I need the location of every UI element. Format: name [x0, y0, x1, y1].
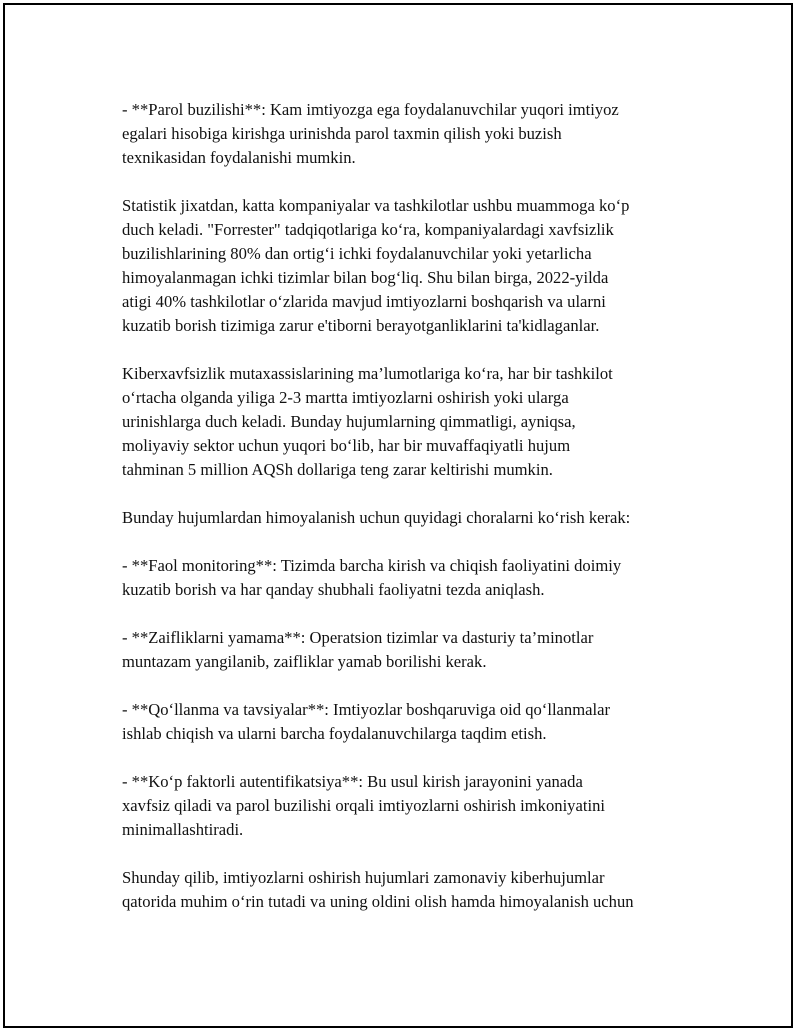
- text-line: atigi 40% tashkilotlar o‘zlarida mavjud imtiyozlarni boshqarish va ularni: [122, 292, 606, 311]
- text-line: tahminan 5 million AQSh dollariga teng zarar keltirishi mumkin.: [122, 460, 553, 479]
- text-line: Bunday hujumlardan himoyalanish uchun quyidagi choralarni ko‘rish kerak:: [122, 508, 631, 527]
- text-line: muntazam yangilanib, zaifliklar yamab borilishi kerak.: [122, 652, 487, 671]
- text-line: - **Ko‘p faktorli autentifikatsiya**: Bu usul kirish jarayonini yanada: [122, 772, 583, 791]
- text-line: kuzatib borish va har qanday shubhali faoliyatni tezda aniqlash.: [122, 580, 545, 599]
- text-line: egalari hisobiga kirishga urinishda parol taxmin qilish yoki buzish: [122, 124, 562, 143]
- text-line: - **Parol buzilishi**: Kam imtiyozga ega foydalanuvchilar yuqori imtiyoz: [122, 100, 619, 119]
- text-line: xavfsiz qiladi va parol buzilishi orqali imtiyozlarni oshirish imkoniyatini: [122, 796, 605, 815]
- text-line: - **Zaifliklarni yamama**: Operatsion tizimlar va dasturiy ta’minotlar: [122, 628, 594, 647]
- text-line: Statistik jixatdan, katta kompaniyalar va tashkilotlar ushbu muammoga ko‘p: [122, 196, 630, 215]
- paragraph-choralar: [122, 506, 722, 530]
- text-line: himoyalanmagan ichki tizimlar bilan bog‘liq. Shu bilan birga, 2022-yilda: [122, 268, 609, 287]
- text-line: - **Faol monitoring**: Tizimda barcha kirish va chiqish faoliyatini doimiy: [122, 556, 622, 575]
- text-line: urinishlarga duch keladi. Bunday hujumlarning qimmatligi, ayniqsa,: [122, 412, 576, 431]
- paragraph-kop-faktorli: [122, 770, 722, 842]
- text-line: kuzatib borish tizimiga zarur e'tiborni berayotganliklarini ta'kidlaganlar.: [122, 316, 600, 335]
- paragraph-statistik: [122, 194, 722, 338]
- page-frame: [3, 3, 793, 1028]
- text-line: o‘rtacha olganda yiliga 2-3 martta imtiyozlarni oshirish yoki ularga: [122, 388, 569, 407]
- paragraph-shunday-qilib: [122, 866, 722, 914]
- paragraph-qollanma: [122, 698, 722, 746]
- text-line: ishlab chiqish va ularni barcha foydalanuvchilarga taqdim etish.: [122, 724, 547, 743]
- text-line: qatorida muhim o‘rin tutadi va uning oldini olish hamda himoyalanish uchun: [122, 892, 634, 911]
- text-line: duch keladi. "Forrester" tadqiqotlariga ko‘ra, kompaniyalardagi xavfsizlik: [122, 220, 614, 239]
- paragraph-zaifliklarni-yamama: [122, 626, 722, 674]
- paragraph-parol-buzilishi: [122, 98, 722, 170]
- text-line: - **Qo‘llanma va tavsiyalar**: Imtiyozlar boshqaruviga oid qo‘llanmalar: [122, 700, 610, 719]
- paragraph-faol-monitoring: [122, 554, 722, 602]
- paragraph-kiberxavfsizlik: [122, 362, 722, 482]
- text-line: Kiberxavfsizlik mutaxassislarining ma’lumotlariga ko‘ra, har bir tashkilot: [122, 364, 613, 383]
- text-line: minimallashtiradi.: [122, 820, 244, 839]
- text-line: moliyaviy sektor uchun yuqori bo‘lib, har bir muvaffaqiyatli hujum: [122, 436, 571, 455]
- text-line: Shunday qilib, imtiyozlarni oshirish hujumlari zamonaviy kiberhujumlar: [122, 868, 605, 887]
- document-body: [122, 98, 722, 938]
- text-line: buzilishlarining 80% dan ortig‘i ichki foydalanuvchilar yoki yetarlicha: [122, 244, 592, 263]
- text-line: texnikasidan foydalanishi mumkin.: [122, 148, 356, 167]
